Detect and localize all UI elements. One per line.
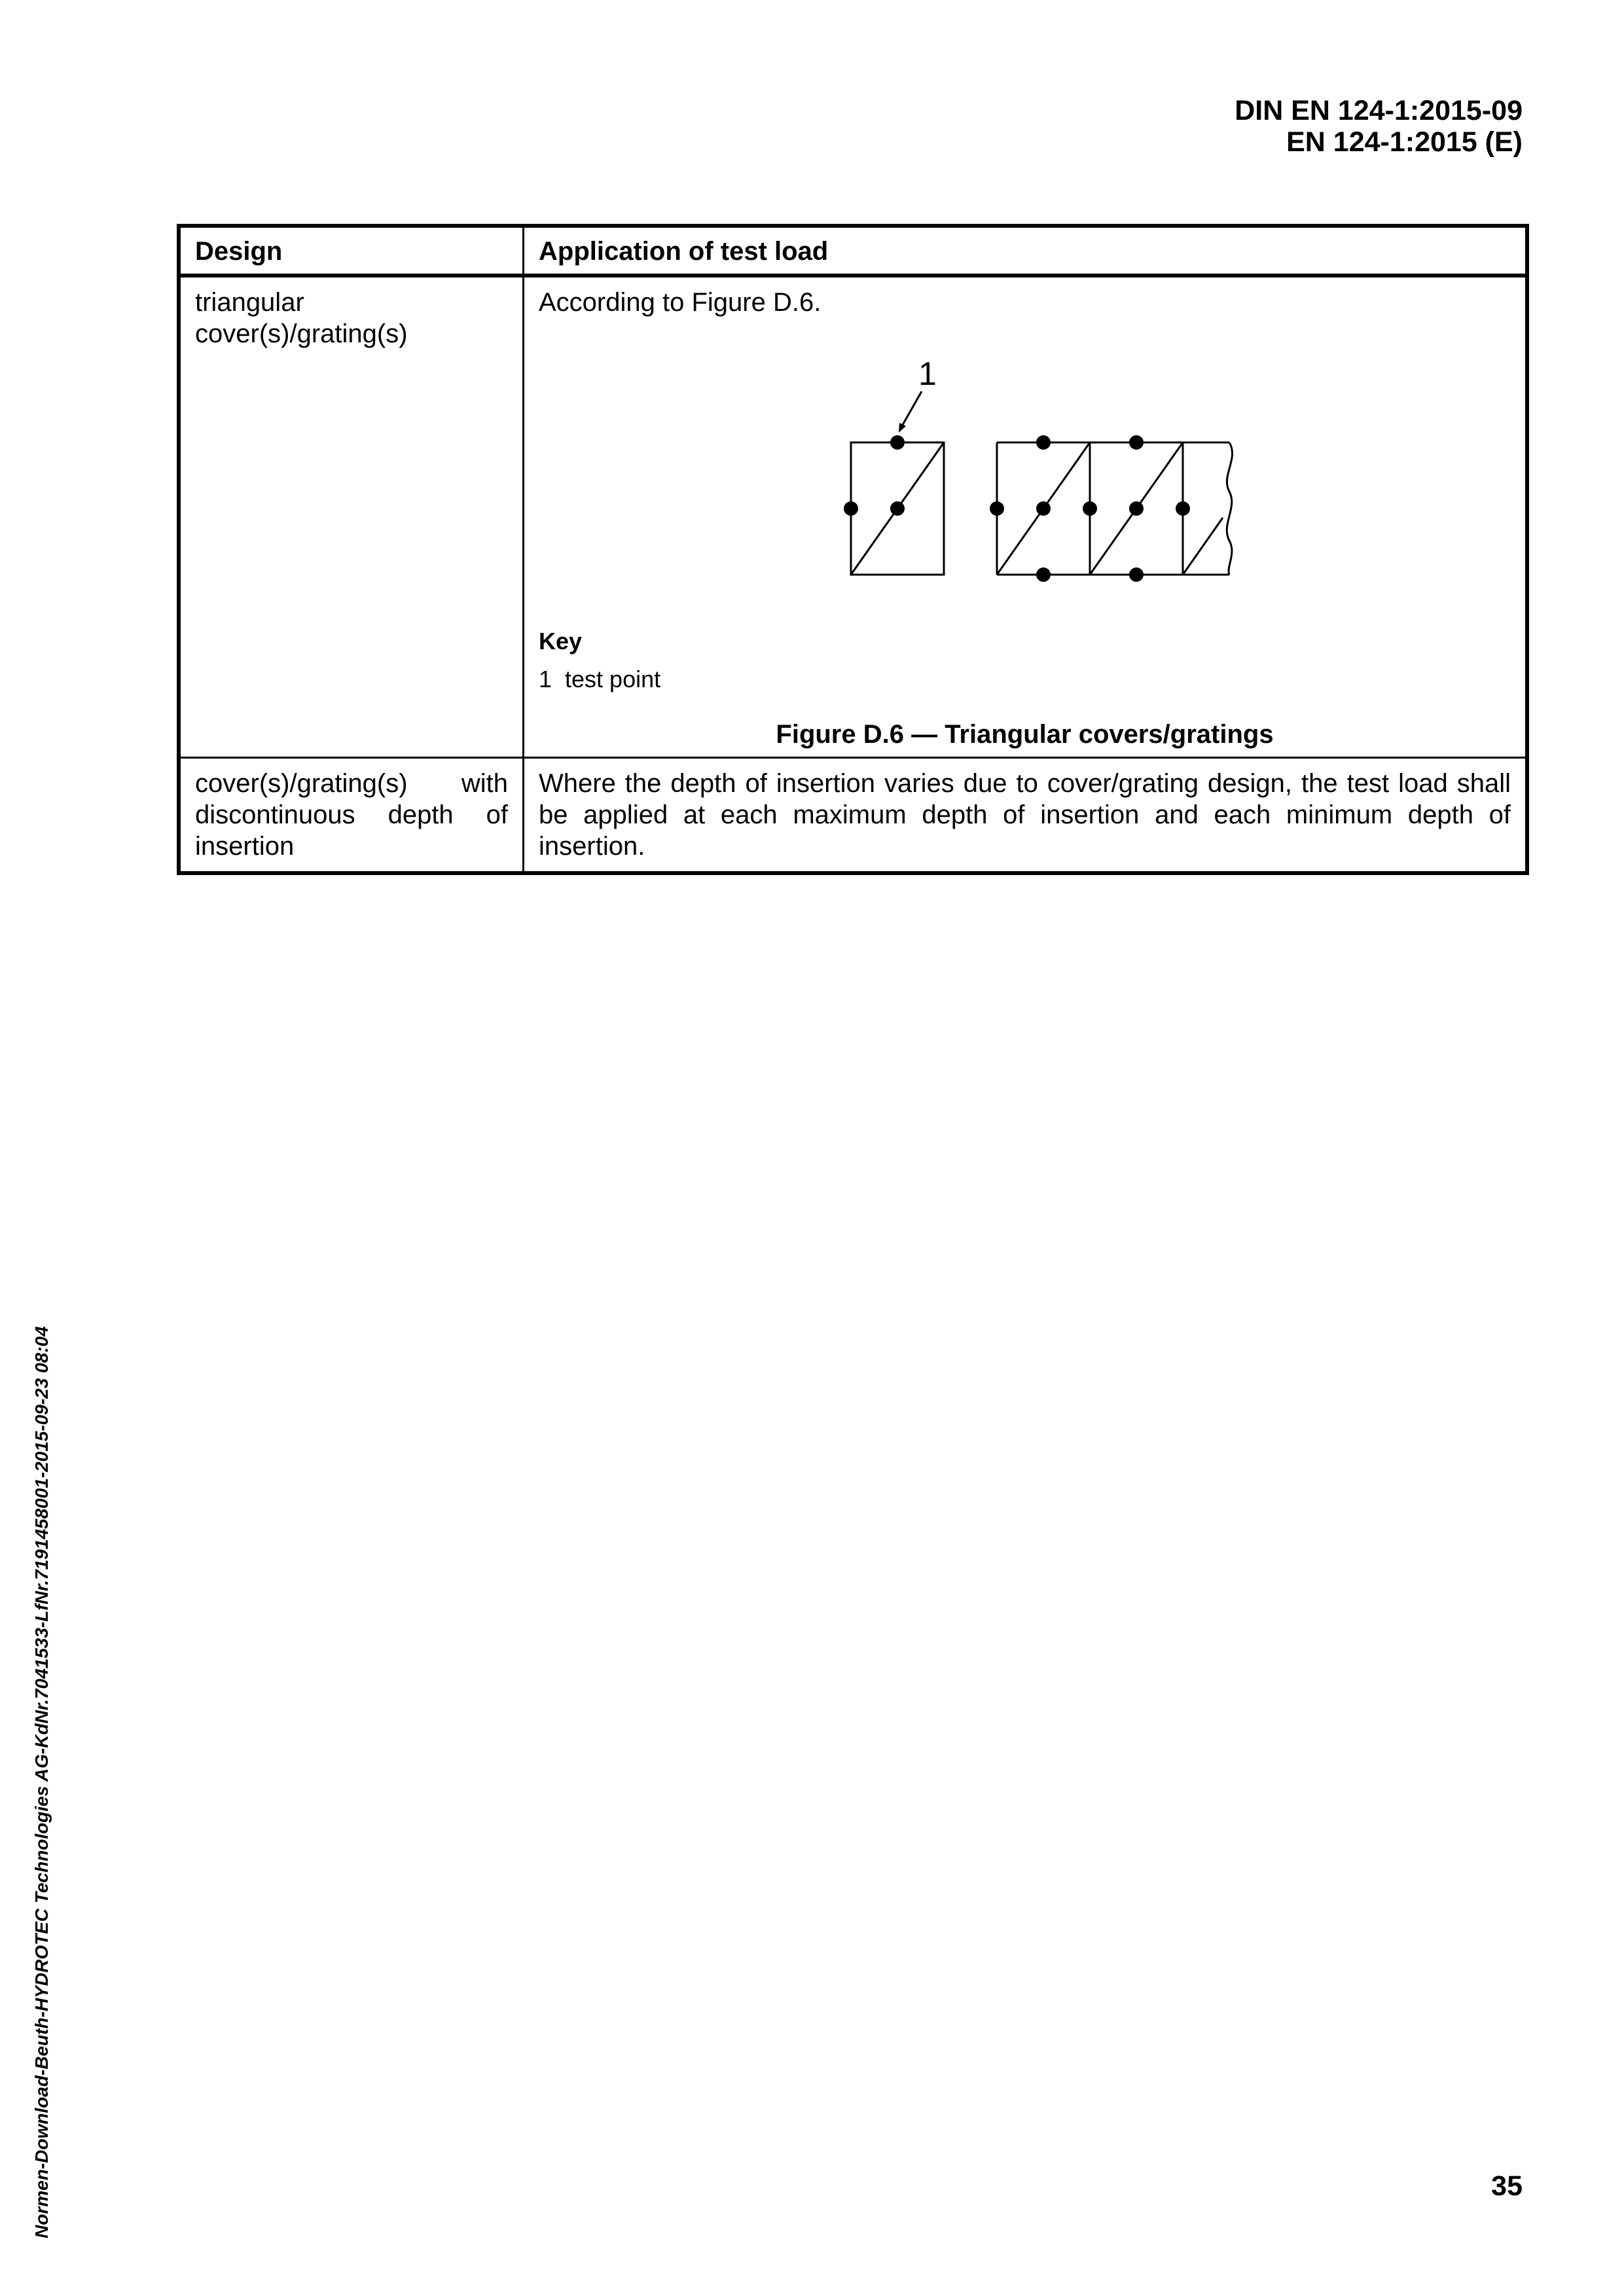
single-cover-test-points [844, 435, 905, 516]
design-text: cover(s)/grating(s) with discontinuous depth of insertion [195, 769, 508, 861]
test-load-table [177, 224, 1529, 875]
callout-arrowhead [899, 423, 906, 433]
callout-number: 1 [918, 355, 937, 392]
multi-triangular-covers [997, 442, 1233, 575]
table-row [179, 758, 1527, 874]
design-cell-discontinuous [179, 758, 524, 874]
header-standard-en: EN 124-1:2015 (E) [1286, 126, 1523, 158]
page-number: 35 [1491, 2170, 1523, 2202]
application-cell-discontinuous [524, 758, 1528, 874]
application-text: Where the depth of insertion varies due to cover/grating design, the test load shall be applied at each maximum depth of insertion and each minimum depth of insertion. [539, 769, 1511, 861]
application-text: According to Figure D.6. [539, 288, 821, 317]
download-watermark-note: Normen-Download-Beuth-HYDROTEC Technologies AG-KdNr.7041533-LfNr.7191458001-2015-09-23 08:04 [31, 1326, 52, 2238]
column-header-application: Application of test load [524, 226, 1528, 276]
figure-d6 [539, 318, 1511, 626]
key-item: 1 test point [539, 666, 661, 692]
column-header-design: Design [179, 226, 524, 276]
callout-leader-line [903, 391, 922, 425]
table-header-row [179, 226, 1527, 276]
document-header [1235, 95, 1523, 158]
design-text: triangular cover(s)/grating(s) [195, 288, 408, 348]
triangular-covers-diagram [539, 318, 1553, 626]
header-standard-din: DIN EN 124-1:2015-09 [1235, 95, 1523, 126]
figure-caption: Figure D.6 — Triangular covers/gratings [776, 720, 1274, 749]
design-cell-triangular [179, 276, 524, 758]
key-title: Key [539, 628, 583, 655]
table-row [179, 276, 1527, 758]
application-cell-triangular [524, 276, 1528, 758]
